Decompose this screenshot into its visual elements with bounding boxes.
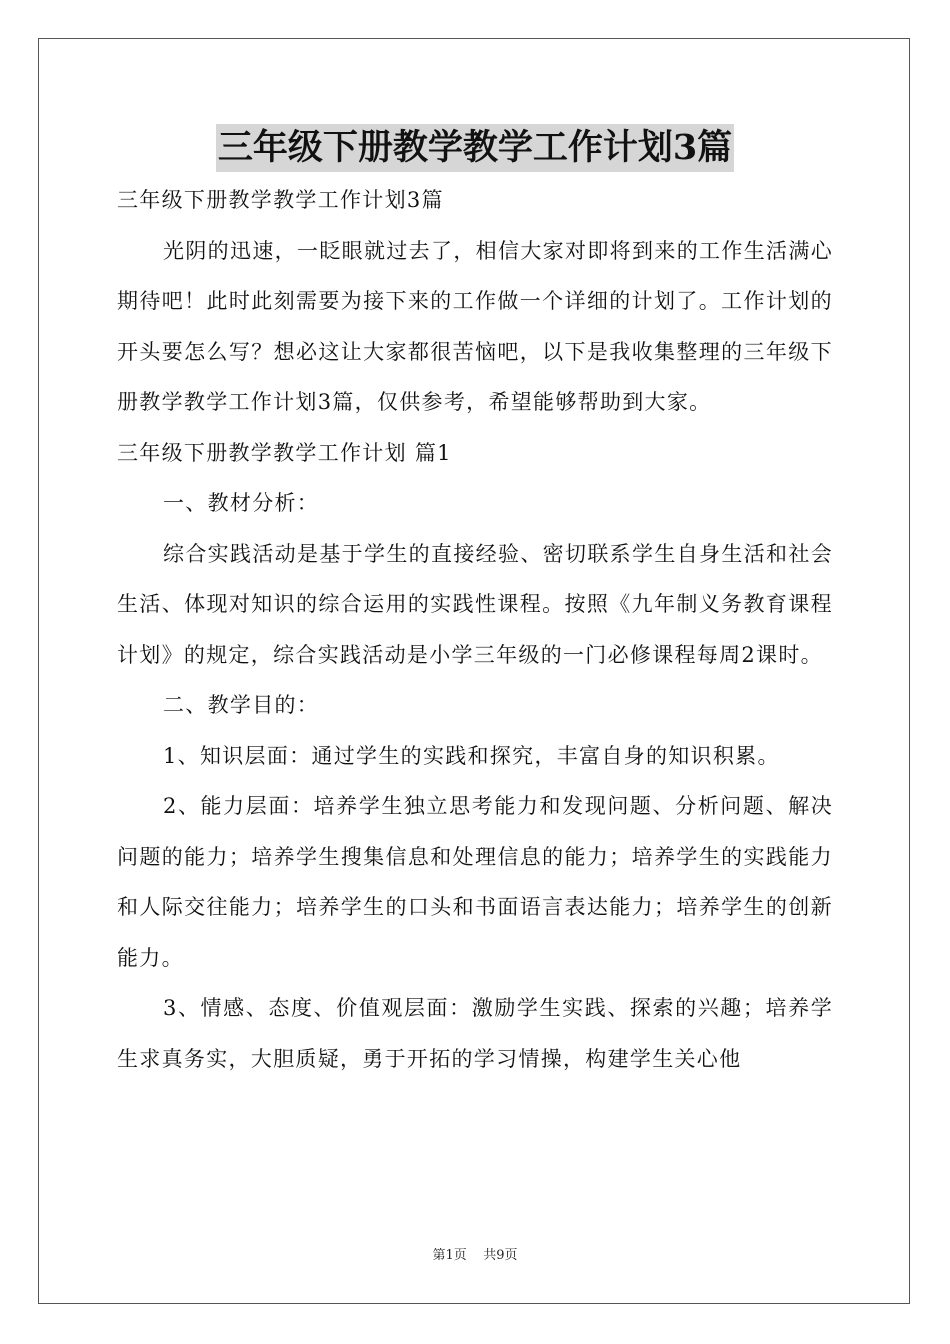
goal-knowledge: 1、知识层面：通过学生的实践和探究，丰富自身的知识积累。 bbox=[163, 743, 780, 768]
goal-emotion-attitude: 3、情感、态度、价值观层面：激励学生实践、探索的兴趣；培养学生求真务实，大胆质疑，勇于开拓的学习情操，构建学生关心他 bbox=[117, 996, 833, 1071]
page-footer bbox=[0, 1244, 950, 1263]
page-total: 共9页 bbox=[483, 1248, 518, 1263]
section-heading-plan-1: 三年级下册教学教学工作计划 篇1 bbox=[117, 440, 452, 465]
intro-paragraph: 光阴的迅速，一眨眼就过去了，相信大家对即将到来的工作生活满心期待吧！此时此刻需要为接下来的工作做一个详细的计划了。工作计划的开头要怎么写？想必这让大家都很苦恼吧，以下是我收集整理的三年级下册教学教学工作计划3篇，仅供参考，希望能够帮助到大家。 bbox=[117, 238, 833, 414]
page-number: 第1页 bbox=[432, 1248, 467, 1263]
document-body bbox=[117, 175, 833, 1084]
heading-teaching-goals: 二、教学目的： bbox=[163, 693, 320, 717]
document-title: 三年级下册教学教学工作计划3篇 bbox=[216, 124, 734, 172]
goal-ability: 2、能力层面：培养学生独立思考能力和发现问题、分析问题、解决问题的能力；培养学生搜集信息和处理信息的能力；培养学生的实践能力和人际交往能力；培养学生的口头和书面语言表达能力；培养学生的创新能力。 bbox=[117, 794, 833, 970]
title-container bbox=[0, 124, 950, 172]
heading-material-analysis: 一、教材分析： bbox=[163, 491, 320, 515]
paragraph-course-description: 综合实践活动是基于学生的直接经验、密切联系学生自身生活和社会生活、体现对知识的综合运用的实践性课程。按照《九年制义务教育课程计划》的规定，综合实践活动是小学三年级的一门必修课程每周2课时。 bbox=[117, 541, 833, 667]
document-subtitle: 三年级下册教学教学工作计划3篇 bbox=[117, 188, 444, 212]
